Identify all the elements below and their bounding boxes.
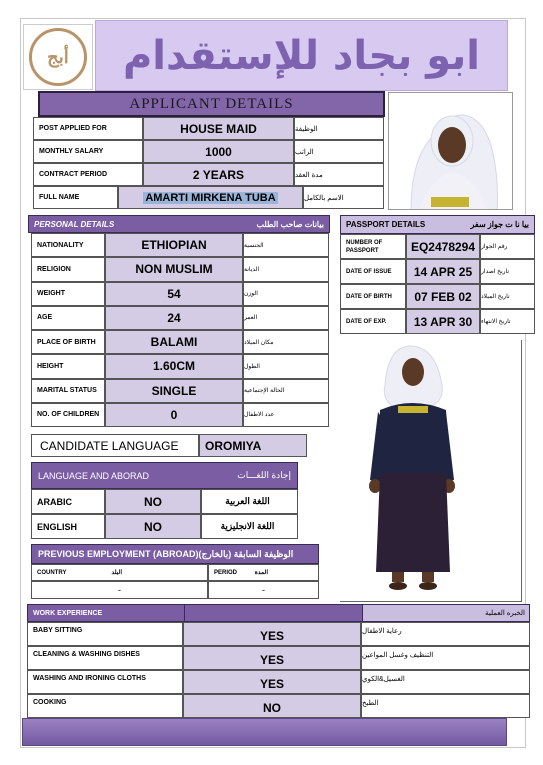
personal-label-ar: الحالة الإجتماعية bbox=[243, 379, 329, 403]
candidate-language-value: OROMIYA bbox=[199, 434, 307, 457]
personal-label: AGE bbox=[31, 306, 105, 330]
personal-label: PLACE OF BIRTH bbox=[31, 330, 105, 354]
passport-label: DATE OF ISSUE bbox=[340, 259, 406, 284]
work-mid-cell bbox=[184, 605, 362, 621]
logo-box bbox=[23, 24, 93, 90]
personal-label: HEIGHT bbox=[31, 354, 105, 378]
period-header bbox=[208, 564, 319, 581]
personal-title-ar: بيانات صاحب الطلب bbox=[256, 219, 324, 229]
language-label-ar: اللغة الانجليزية bbox=[201, 514, 298, 539]
language-label: ARABIC bbox=[31, 489, 105, 514]
personal-title: PERSONAL DETAILS bbox=[34, 219, 115, 229]
work-value: YES bbox=[183, 646, 361, 670]
previous-employment-header bbox=[31, 544, 319, 564]
name-value bbox=[118, 186, 303, 209]
passport-label-ar: تاريخ الانتهاء bbox=[480, 309, 535, 334]
personal-label-ar: عدد الاطفال bbox=[243, 403, 329, 427]
language-label-ar: اللغة العربية bbox=[201, 489, 298, 514]
logo-icon bbox=[29, 28, 87, 86]
passport-value: 07 FEB 02 bbox=[406, 284, 480, 309]
portrait-photo bbox=[388, 92, 513, 210]
work-label-ar: التنظيف وغسل المواعين bbox=[361, 646, 530, 670]
personal-value: BALAMI bbox=[105, 330, 243, 354]
personal-label-ar: الديانة bbox=[243, 257, 329, 281]
personal-label: RELIGION bbox=[31, 257, 105, 281]
personal-label-ar: الوزن bbox=[243, 282, 329, 306]
work-value: YES bbox=[183, 670, 361, 694]
name-label-ar: الاسم بالكامل bbox=[303, 186, 384, 209]
personal-value: SINGLE bbox=[105, 379, 243, 403]
personal-value: NON MUSLIM bbox=[105, 257, 243, 281]
work-title-cell bbox=[28, 605, 184, 621]
passport-rows bbox=[340, 234, 535, 334]
work-label-ar: الغسيل&الكوي bbox=[361, 670, 530, 694]
work-title-ar: الخبره العملية bbox=[485, 610, 525, 617]
passport-label: DATE OF BIRTH bbox=[340, 284, 406, 309]
work-label: CLEANING & WASHING DISHES bbox=[27, 646, 183, 670]
contract-label-ar: مدة العقد bbox=[294, 163, 384, 186]
personal-value: 54 bbox=[105, 282, 243, 306]
contract-label: CONTRACT PERIOD bbox=[33, 163, 143, 186]
passport-title-ar: بيا نا ت جواز سفر bbox=[470, 220, 529, 229]
work-value: YES bbox=[183, 622, 361, 646]
personal-label-ar: الطول bbox=[243, 354, 329, 378]
full-body-photo bbox=[340, 340, 522, 602]
country-header bbox=[31, 564, 208, 581]
country-value: - bbox=[31, 581, 208, 599]
passport-label-ar: تاريخ اصدار bbox=[480, 259, 535, 284]
personal-label: NO. OF CHILDREN bbox=[31, 403, 105, 427]
salary-label: MONTHLY SALARY bbox=[33, 140, 143, 163]
logo-glyph: أبج bbox=[47, 46, 69, 68]
passport-label-ar: رقم الجواز bbox=[480, 234, 535, 259]
agency-name: ابو بجاد للإستقدام bbox=[122, 32, 481, 79]
period-value: - bbox=[208, 581, 319, 599]
post-label-ar: الوظيفة bbox=[294, 117, 384, 140]
applicant-section-title bbox=[38, 91, 385, 117]
portrait-photo-image bbox=[389, 93, 513, 210]
languages-rows bbox=[31, 489, 298, 539]
work-rows bbox=[27, 622, 530, 718]
full-body-photo-image bbox=[340, 340, 520, 600]
footer-bar bbox=[22, 718, 507, 746]
personal-label: NATIONALITY bbox=[31, 233, 105, 257]
languages-header bbox=[31, 462, 298, 489]
personal-label-ar: الجنسية bbox=[243, 233, 329, 257]
work-title: WORK EXPERIENCE bbox=[33, 609, 103, 617]
languages-title-ar: إجادة اللغـــات bbox=[237, 470, 291, 480]
work-label: WASHING AND IRONING CLOTHS bbox=[27, 670, 183, 694]
applicant-title-text: APPLICANT DETAILS bbox=[129, 95, 294, 112]
passport-value: EQ2478294 bbox=[406, 234, 480, 259]
work-label: BABY SITTING bbox=[27, 622, 183, 646]
post-value: HOUSE MAID bbox=[143, 117, 294, 140]
languages-title: LANGUAGE AND ABORAD bbox=[38, 470, 150, 481]
language-value: NO bbox=[105, 489, 201, 514]
contract-value: 2 YEARS bbox=[143, 163, 294, 186]
work-title-ar-cell bbox=[362, 605, 529, 621]
work-label-ar: رعاية الاطفال bbox=[361, 622, 530, 646]
personal-value: 1.60CM bbox=[105, 354, 243, 378]
previous-employment-title: PREVIOUS EMPLOYMENT (ABROAD)(بالخارج) الوظيفة السابقة bbox=[38, 548, 294, 559]
period-label-ar: المدة bbox=[254, 570, 268, 576]
work-value: NO bbox=[183, 694, 361, 718]
agency-banner bbox=[95, 20, 508, 91]
passport-value: 13 APR 30 bbox=[406, 309, 480, 334]
country-label: COUNTRY bbox=[37, 569, 67, 576]
personal-value: 0 bbox=[105, 403, 243, 427]
personal-value: 24 bbox=[105, 306, 243, 330]
name-value-text: AMARTI MIRKENA TUBA bbox=[145, 191, 276, 204]
passport-label-ar: تاريخ الميلاد bbox=[480, 284, 535, 309]
passport-label: DATE OF EXP. bbox=[340, 309, 406, 334]
salary-value: 1000 bbox=[143, 140, 294, 163]
passport-label: NUMBER OF PASSPORT bbox=[340, 234, 406, 259]
personal-label: WEIGHT bbox=[31, 282, 105, 306]
period-label: PERIOD bbox=[214, 569, 238, 576]
passport-value: 14 APR 25 bbox=[406, 259, 480, 284]
work-label-ar: الطبخ bbox=[361, 694, 530, 718]
post-label: POST APPLIED FOR bbox=[33, 117, 143, 140]
personal-label: MARITAL STATUS bbox=[31, 379, 105, 403]
country-label-ar: البلد bbox=[111, 570, 122, 576]
work-experience-header bbox=[27, 604, 530, 622]
passport-details-header bbox=[340, 215, 535, 234]
personal-rows bbox=[31, 233, 329, 427]
salary-label-ar: الراتب bbox=[294, 140, 384, 163]
language-label: ENGLISH bbox=[31, 514, 105, 539]
work-label: COOKING bbox=[27, 694, 183, 718]
candidate-language-label: CANDIDATE LANGUAGE bbox=[31, 434, 199, 457]
language-value: NO bbox=[105, 514, 201, 539]
passport-title: PASSPORT DETAILS bbox=[346, 220, 426, 229]
personal-label-ar: العمر bbox=[243, 306, 329, 330]
name-label: FULL NAME bbox=[33, 186, 118, 209]
personal-details-header bbox=[28, 215, 330, 233]
personal-label-ar: مكان الميلاد bbox=[243, 330, 329, 354]
personal-value: ETHIOPIAN bbox=[105, 233, 243, 257]
